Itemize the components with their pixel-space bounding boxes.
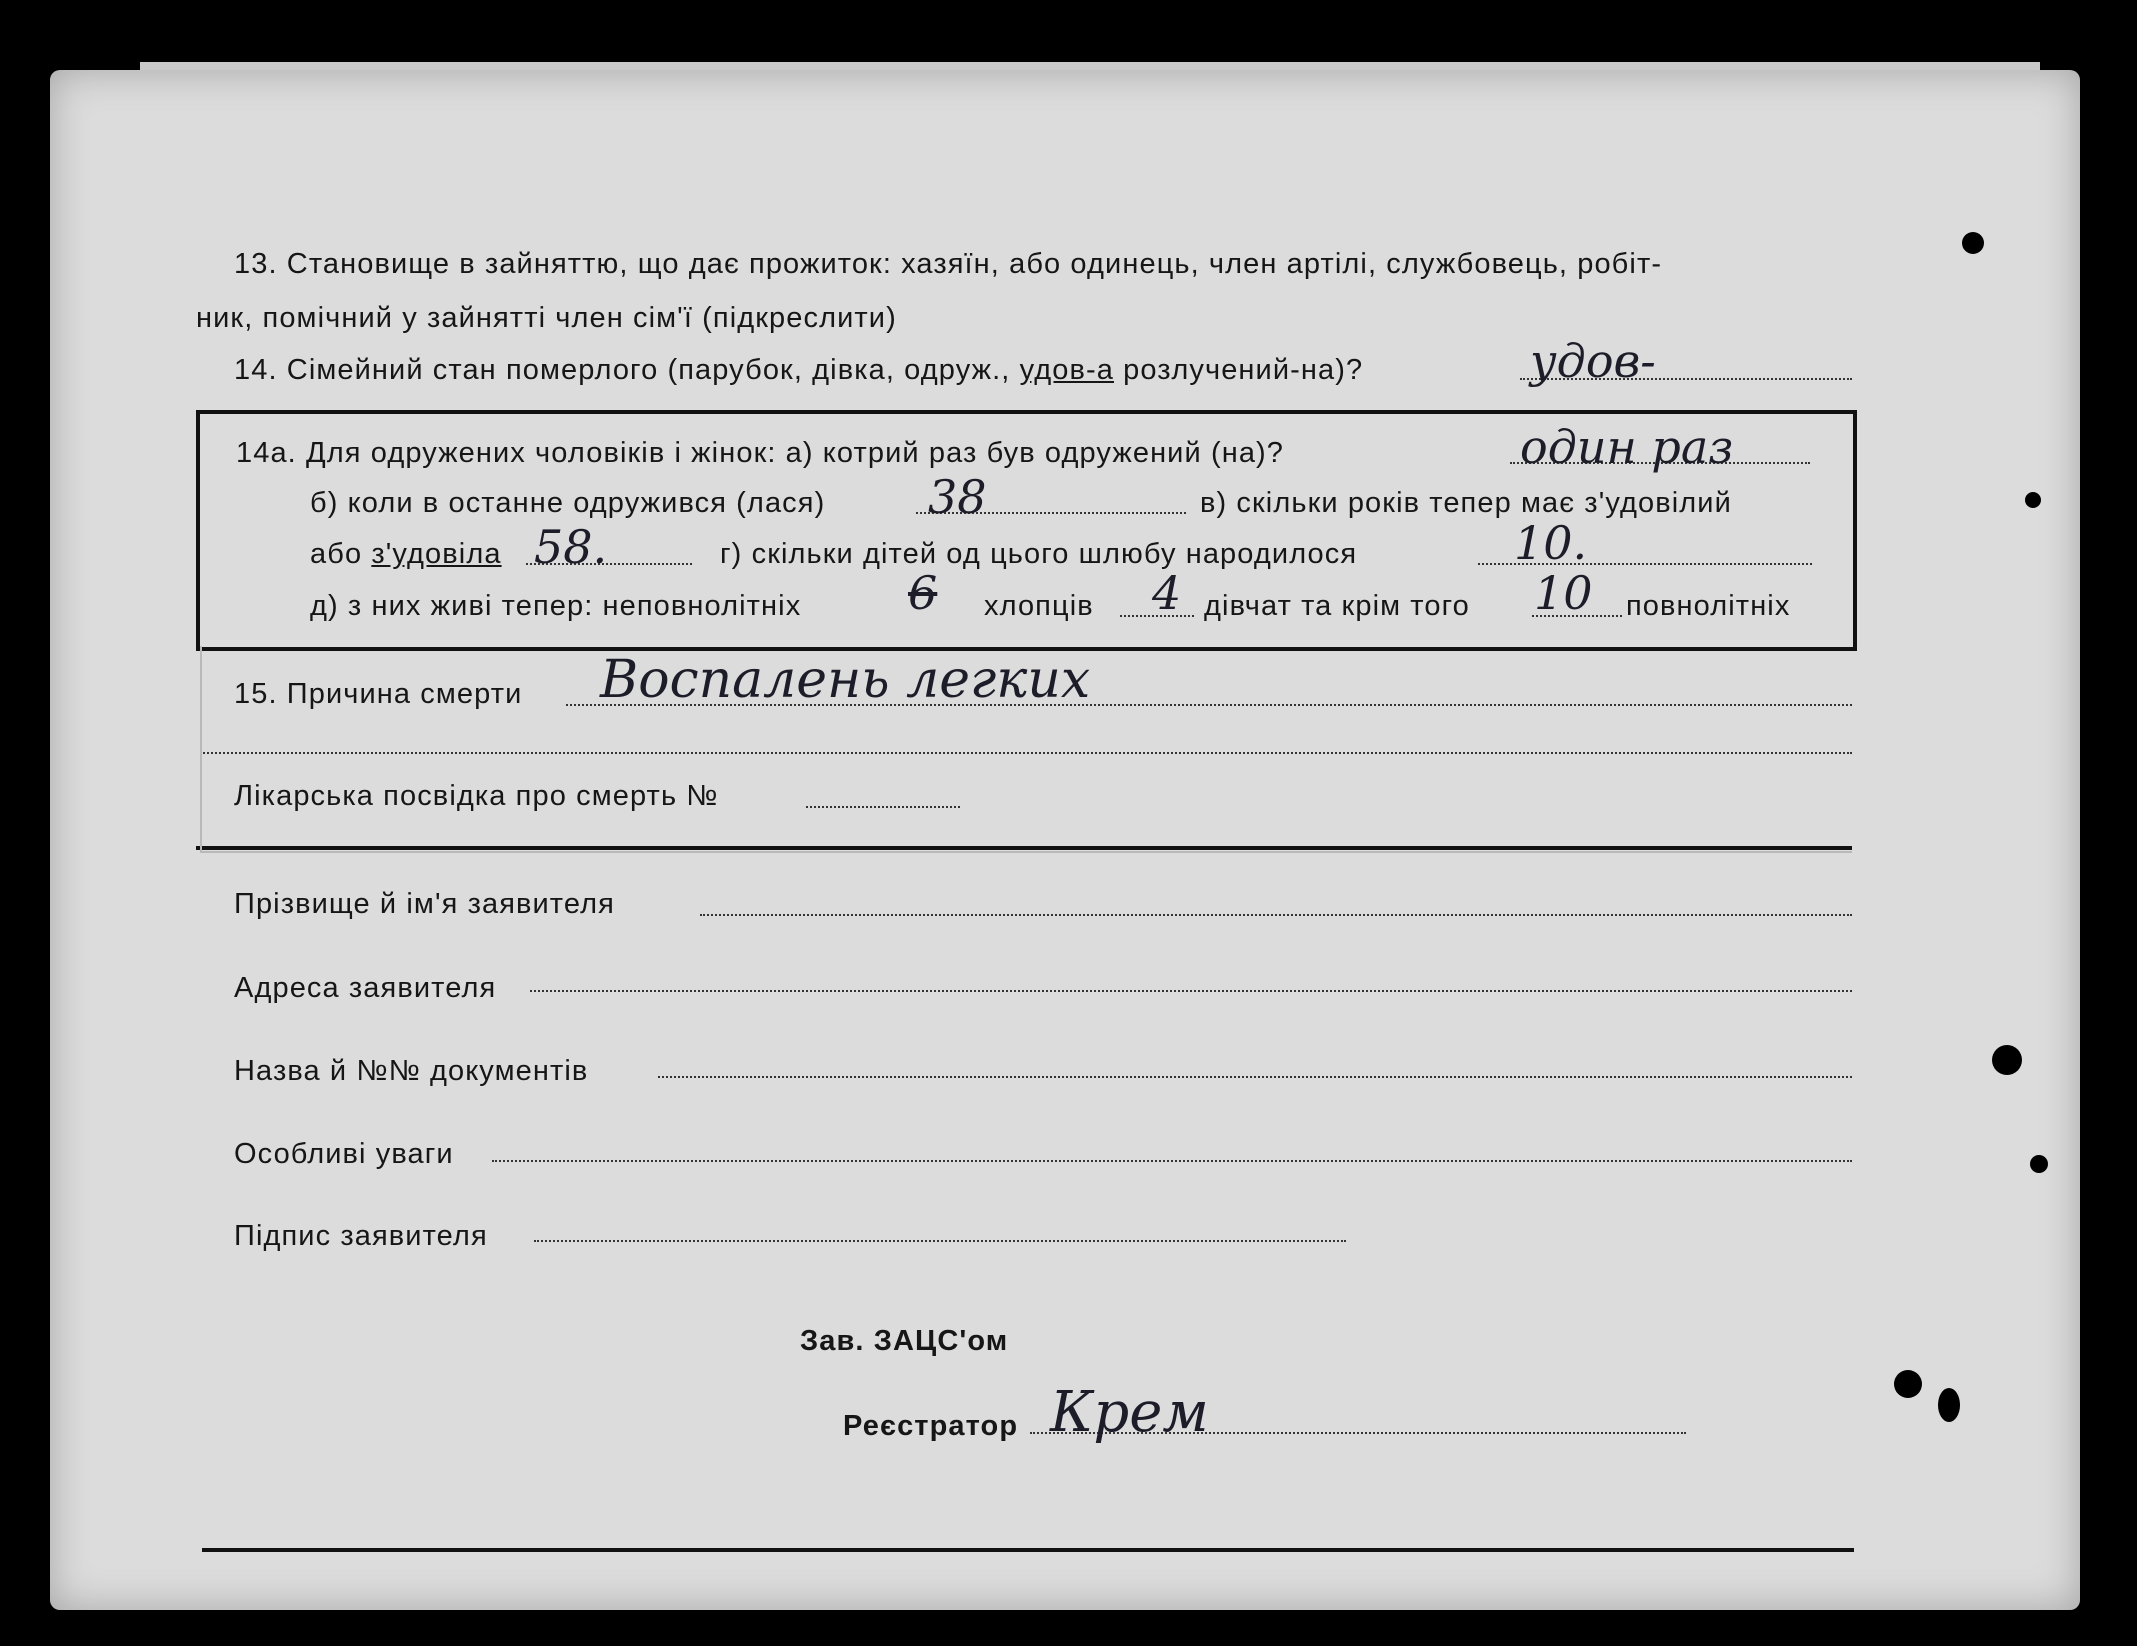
item14a-answer-g: 10. [1514, 516, 1588, 570]
item14-answer: удов- [1530, 334, 1656, 388]
item14a-line4-mid1: хлопців [984, 590, 1094, 622]
item15-answer: Воспалень легких [600, 650, 1091, 710]
applicant-notes-line [492, 1160, 1852, 1162]
binder-hole [2025, 492, 2041, 508]
item14-suffix: розлучений-на)? [1123, 354, 1364, 386]
item13-line2: ник, помічний у зайнятті член сім'ї (підкреслити) [196, 302, 897, 334]
item14a-answer-d2: 4 [1152, 566, 1182, 620]
applicant-notes-label: Особливі уваги [234, 1138, 454, 1170]
item14a-line3 [310, 538, 502, 571]
item14a-line4-prefix: д) з них живі тепер: неповнолітніх [310, 590, 802, 622]
binder-hole [2030, 1155, 2048, 1173]
item13-line1: 13. Становище в зайняттю, що дає прожиток: хазяїн, або одинець, член артілі, службовець, робіт- [234, 248, 1663, 280]
applicant-docs-line [658, 1076, 1852, 1078]
item14-underlined-option: удов-а [1019, 354, 1114, 386]
medical-label: Лікарська посвідка про смерть № [234, 780, 719, 812]
applicant-signature-line [534, 1240, 1346, 1242]
applicant-address-label: Адреса заявителя [234, 972, 497, 1004]
item14a-line3-prefix: або [310, 538, 363, 570]
applicant-name-label: Прізвище й ім'я заявителя [234, 888, 615, 920]
item14-question [234, 354, 1363, 387]
binder-hole [1962, 232, 1984, 254]
item14a-line1: 14а. Для одружених чоловіків і жінок: а) котрий раз був одружений (на)? [236, 437, 1285, 469]
item14a-line2-suffix: в) скільки років тепер має з'удовілий [1200, 487, 1732, 519]
item14a-line4-mid2: дівчат та крім того [1204, 590, 1470, 622]
item14a-answer-d1: 6 [908, 566, 938, 620]
item14a-line2-prefix: б) коли в останне одружився (лася) [310, 487, 826, 519]
applicant-signature-label: Підпис заявителя [234, 1220, 488, 1252]
item14a-line3-mid: г) скільки дітей од цього шлюбу народилося [720, 538, 1358, 570]
item14a-answer-b: 38 [928, 470, 987, 524]
binder-hole [1992, 1045, 2022, 1075]
item14-prefix: 14. Сімейний стан померлого (парубок, дівка, одруж., [234, 354, 1011, 386]
binder-hole [1894, 1370, 1922, 1398]
applicant-address-line [530, 990, 1852, 992]
binder-hole [1938, 1388, 1960, 1422]
head-label: Зав. ЗАЦС'ом [800, 1325, 1009, 1357]
registrar-label: Реєстратор [843, 1410, 1019, 1442]
registrar-signature: Крем [1050, 1380, 1209, 1445]
item14a-underlined-option: з'удовіла [371, 538, 502, 570]
applicant-box [200, 646, 1852, 853]
applicant-docs-label: Назва й №№ документів [234, 1055, 589, 1087]
item14a-answer-a: один раз [1520, 420, 1734, 474]
item14a-line4-suffix: повнолітніх [1626, 590, 1791, 622]
item14a-answer-d3: 10 [1534, 566, 1593, 620]
bottom-rule [202, 1548, 1854, 1552]
item15-label: 15. Причина смерти [234, 678, 523, 710]
applicant-name-line [700, 914, 1852, 916]
item14a-answer-v: 58. [534, 520, 608, 574]
